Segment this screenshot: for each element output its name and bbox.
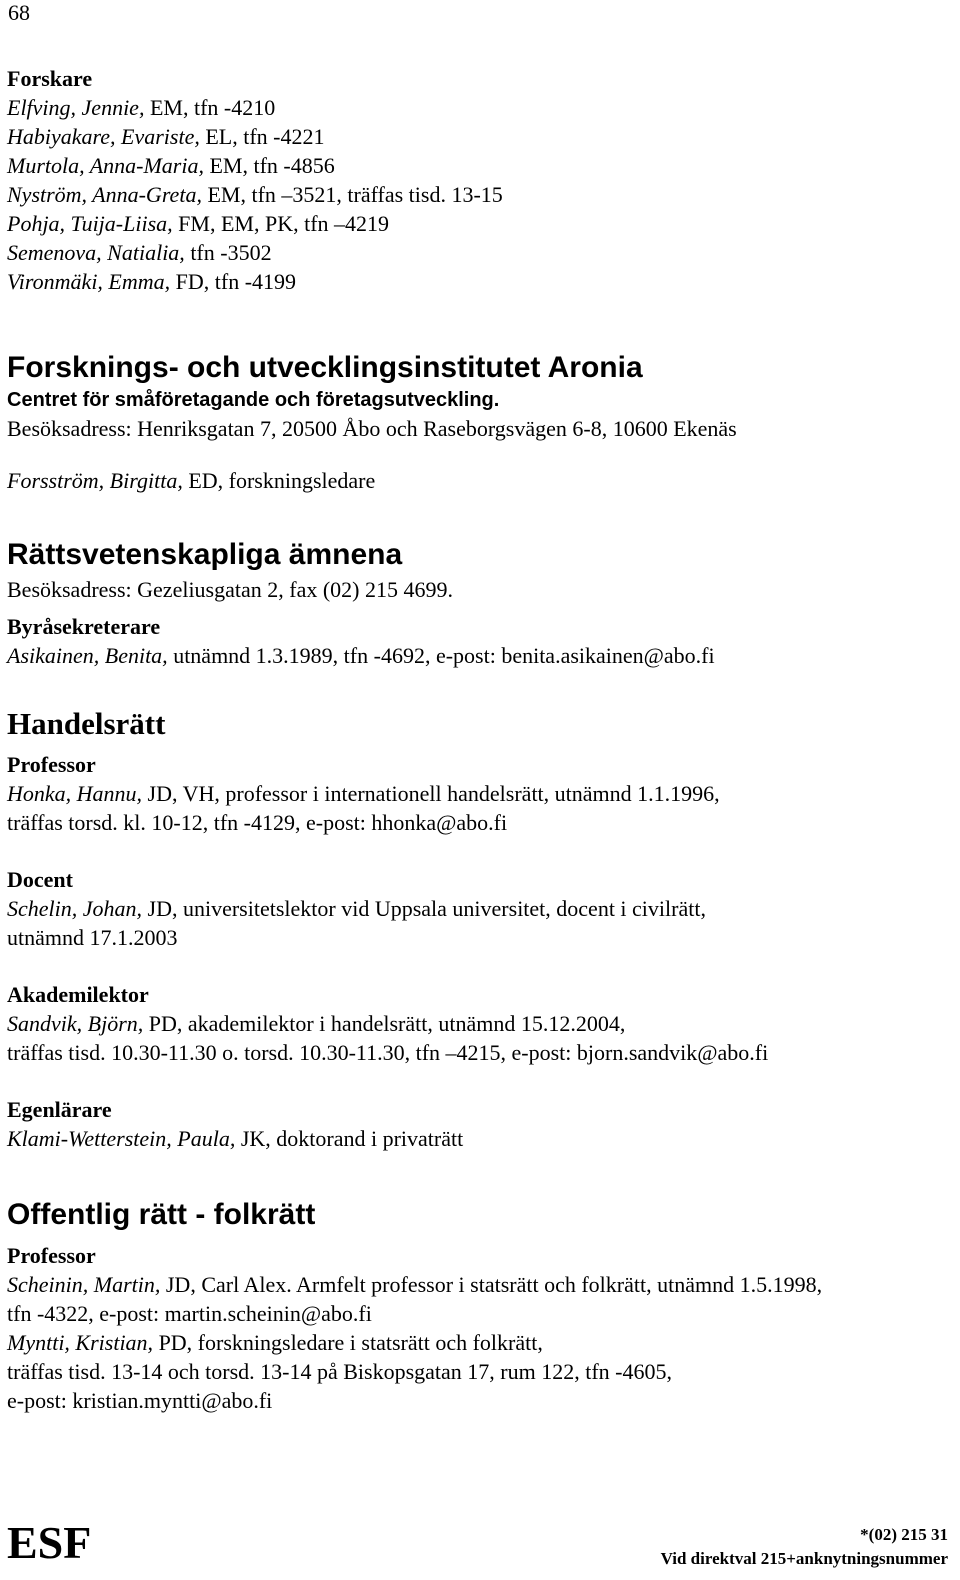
person-details-cont: utnämnd 17.1.2003 bbox=[7, 925, 178, 950]
person-details-cont: träffas tisd. 13-14 och torsd. 13-14 på Biskopsgatan 17, rum 122, tfn -4605, bbox=[7, 1359, 673, 1384]
list-item bbox=[7, 779, 953, 808]
list-item bbox=[7, 238, 953, 267]
person-details: FM, EM, PK, tfn –4219 bbox=[172, 211, 390, 236]
forskare-label: Forskare bbox=[7, 66, 93, 91]
docent-label: Docent bbox=[7, 867, 73, 892]
list-item bbox=[7, 1270, 953, 1299]
aronia-subtitle: Centret för småföretagande och företagsutveckling. bbox=[7, 389, 500, 411]
list-item bbox=[7, 122, 953, 151]
footer-phone-prefix: *(02) 215 31 bbox=[860, 1525, 948, 1544]
person-details: PD, akademilektor i handelsrätt, utnämnd 15.12.2004, bbox=[143, 1011, 626, 1036]
aronia-address: Besöksadress: Henriksgatan 7, 20500 Åbo och Raseborgsvägen 6-8, 10600 Ekenäs bbox=[7, 416, 737, 441]
byrasekreterare-label: Byråsekreterare bbox=[7, 614, 161, 639]
person-name: Scheinin, Martin, bbox=[7, 1272, 161, 1297]
person-details: EM, tfn -4856 bbox=[203, 153, 335, 178]
person-details: EM, tfn -4210 bbox=[144, 95, 276, 120]
person-name: Myntti, Kristian, bbox=[7, 1330, 154, 1355]
person-name: Murtola, Anna-Maria, bbox=[7, 153, 204, 178]
person-details: JD, universitetslektor vid Uppsala universitet, docent i civilrätt, bbox=[142, 896, 706, 921]
person-name: Asikainen, Benita, bbox=[7, 643, 168, 668]
person-details-cont: tfn -4322, e-post: martin.scheinin@abo.fi bbox=[7, 1301, 372, 1326]
footer-esf: ESF bbox=[7, 1517, 92, 1568]
list-item bbox=[7, 466, 953, 495]
person-details: JD, VH, professor i internationell handelsrätt, utnämnd 1.1.1996, bbox=[142, 781, 720, 806]
person-details: EL, tfn -4221 bbox=[199, 124, 325, 149]
person-details: PD, forskningsledare i statsrätt och folkrätt, bbox=[153, 1330, 543, 1355]
person-details: ED, forskningsledare bbox=[182, 468, 376, 493]
list-item bbox=[7, 93, 953, 122]
person-name: Habiyakare, Evariste, bbox=[7, 124, 200, 149]
person-details: tfn -3502 bbox=[184, 240, 272, 265]
list-item bbox=[7, 151, 953, 180]
list-item bbox=[7, 1009, 953, 1038]
person-name: Semenova, Natialia, bbox=[7, 240, 185, 265]
list-item bbox=[7, 267, 953, 296]
person-name: Vironmäki, Emma, bbox=[7, 269, 171, 294]
rattsvet-address: Besöksadress: Gezeliusgatan 2, fax (02) 215 4699. bbox=[7, 577, 454, 602]
section-title-offentlig-ratt: Offentlig rätt - folkrätt bbox=[7, 1198, 316, 1231]
person-name: Schelin, Johan, bbox=[7, 896, 143, 921]
person-name: Sandvik, Björn, bbox=[7, 1011, 144, 1036]
list-item bbox=[7, 641, 953, 670]
list-item bbox=[7, 894, 953, 923]
person-name: Elfving, Jennie, bbox=[7, 95, 145, 120]
section-title-handelsratt: Handelsrätt bbox=[7, 706, 166, 741]
person-details: JK, doktorand i privaträtt bbox=[235, 1126, 464, 1151]
footer-phone-note bbox=[661, 1523, 948, 1571]
person-name: Honka, Hannu, bbox=[7, 781, 143, 806]
list-item bbox=[7, 1328, 953, 1357]
person-details: JD, Carl Alex. Armfelt professor i statsrätt och folkrätt, utnämnd 1.5.1998, bbox=[160, 1272, 823, 1297]
list-item bbox=[7, 180, 953, 209]
person-name: Klami-Wetterstein, Paula, bbox=[7, 1126, 236, 1151]
person-details-cont: träffas tisd. 10.30-11.30 o. torsd. 10.30-11.30, tfn –4215, e-post: bjorn.sandvik@abo.fi bbox=[7, 1040, 769, 1065]
section-title-rattsvetenskap: Rättsvetenskapliga ämnena bbox=[7, 538, 403, 571]
footer-direct-dial: Vid direktval 215+anknytningsnummer bbox=[660, 1549, 948, 1568]
person-details: EM, tfn –3521, träffas tisd. 13-15 bbox=[201, 182, 503, 207]
person-details-cont: träffas torsd. kl. 10-12, tfn -4129, e-post: hhonka@abo.fi bbox=[7, 810, 508, 835]
person-details-cont: e-post: kristian.myntti@abo.fi bbox=[7, 1388, 273, 1413]
person-name: Forsström, Birgitta, bbox=[7, 468, 183, 493]
akademilektor-label: Akademilektor bbox=[7, 982, 149, 1007]
person-details: FD, tfn -4199 bbox=[170, 269, 297, 294]
professor-label: Professor bbox=[7, 752, 96, 777]
page-number: 68 bbox=[8, 0, 30, 25]
list-item bbox=[7, 209, 953, 238]
section-title-aronia: Forsknings- och utvecklingsinstitutet Aronia bbox=[7, 351, 643, 384]
professor-label: Professor bbox=[7, 1243, 96, 1268]
person-name: Nyström, Anna-Greta, bbox=[7, 182, 202, 207]
person-details: utnämnd 1.3.1989, tfn -4692, e-post: benita.asikainen@abo.fi bbox=[167, 643, 715, 668]
forskare-list bbox=[7, 93, 953, 296]
person-name: Pohja, Tuija-Liisa, bbox=[7, 211, 173, 236]
document-body bbox=[7, 64, 953, 1415]
list-item bbox=[7, 1124, 953, 1153]
egenlarare-label: Egenlärare bbox=[7, 1097, 112, 1122]
